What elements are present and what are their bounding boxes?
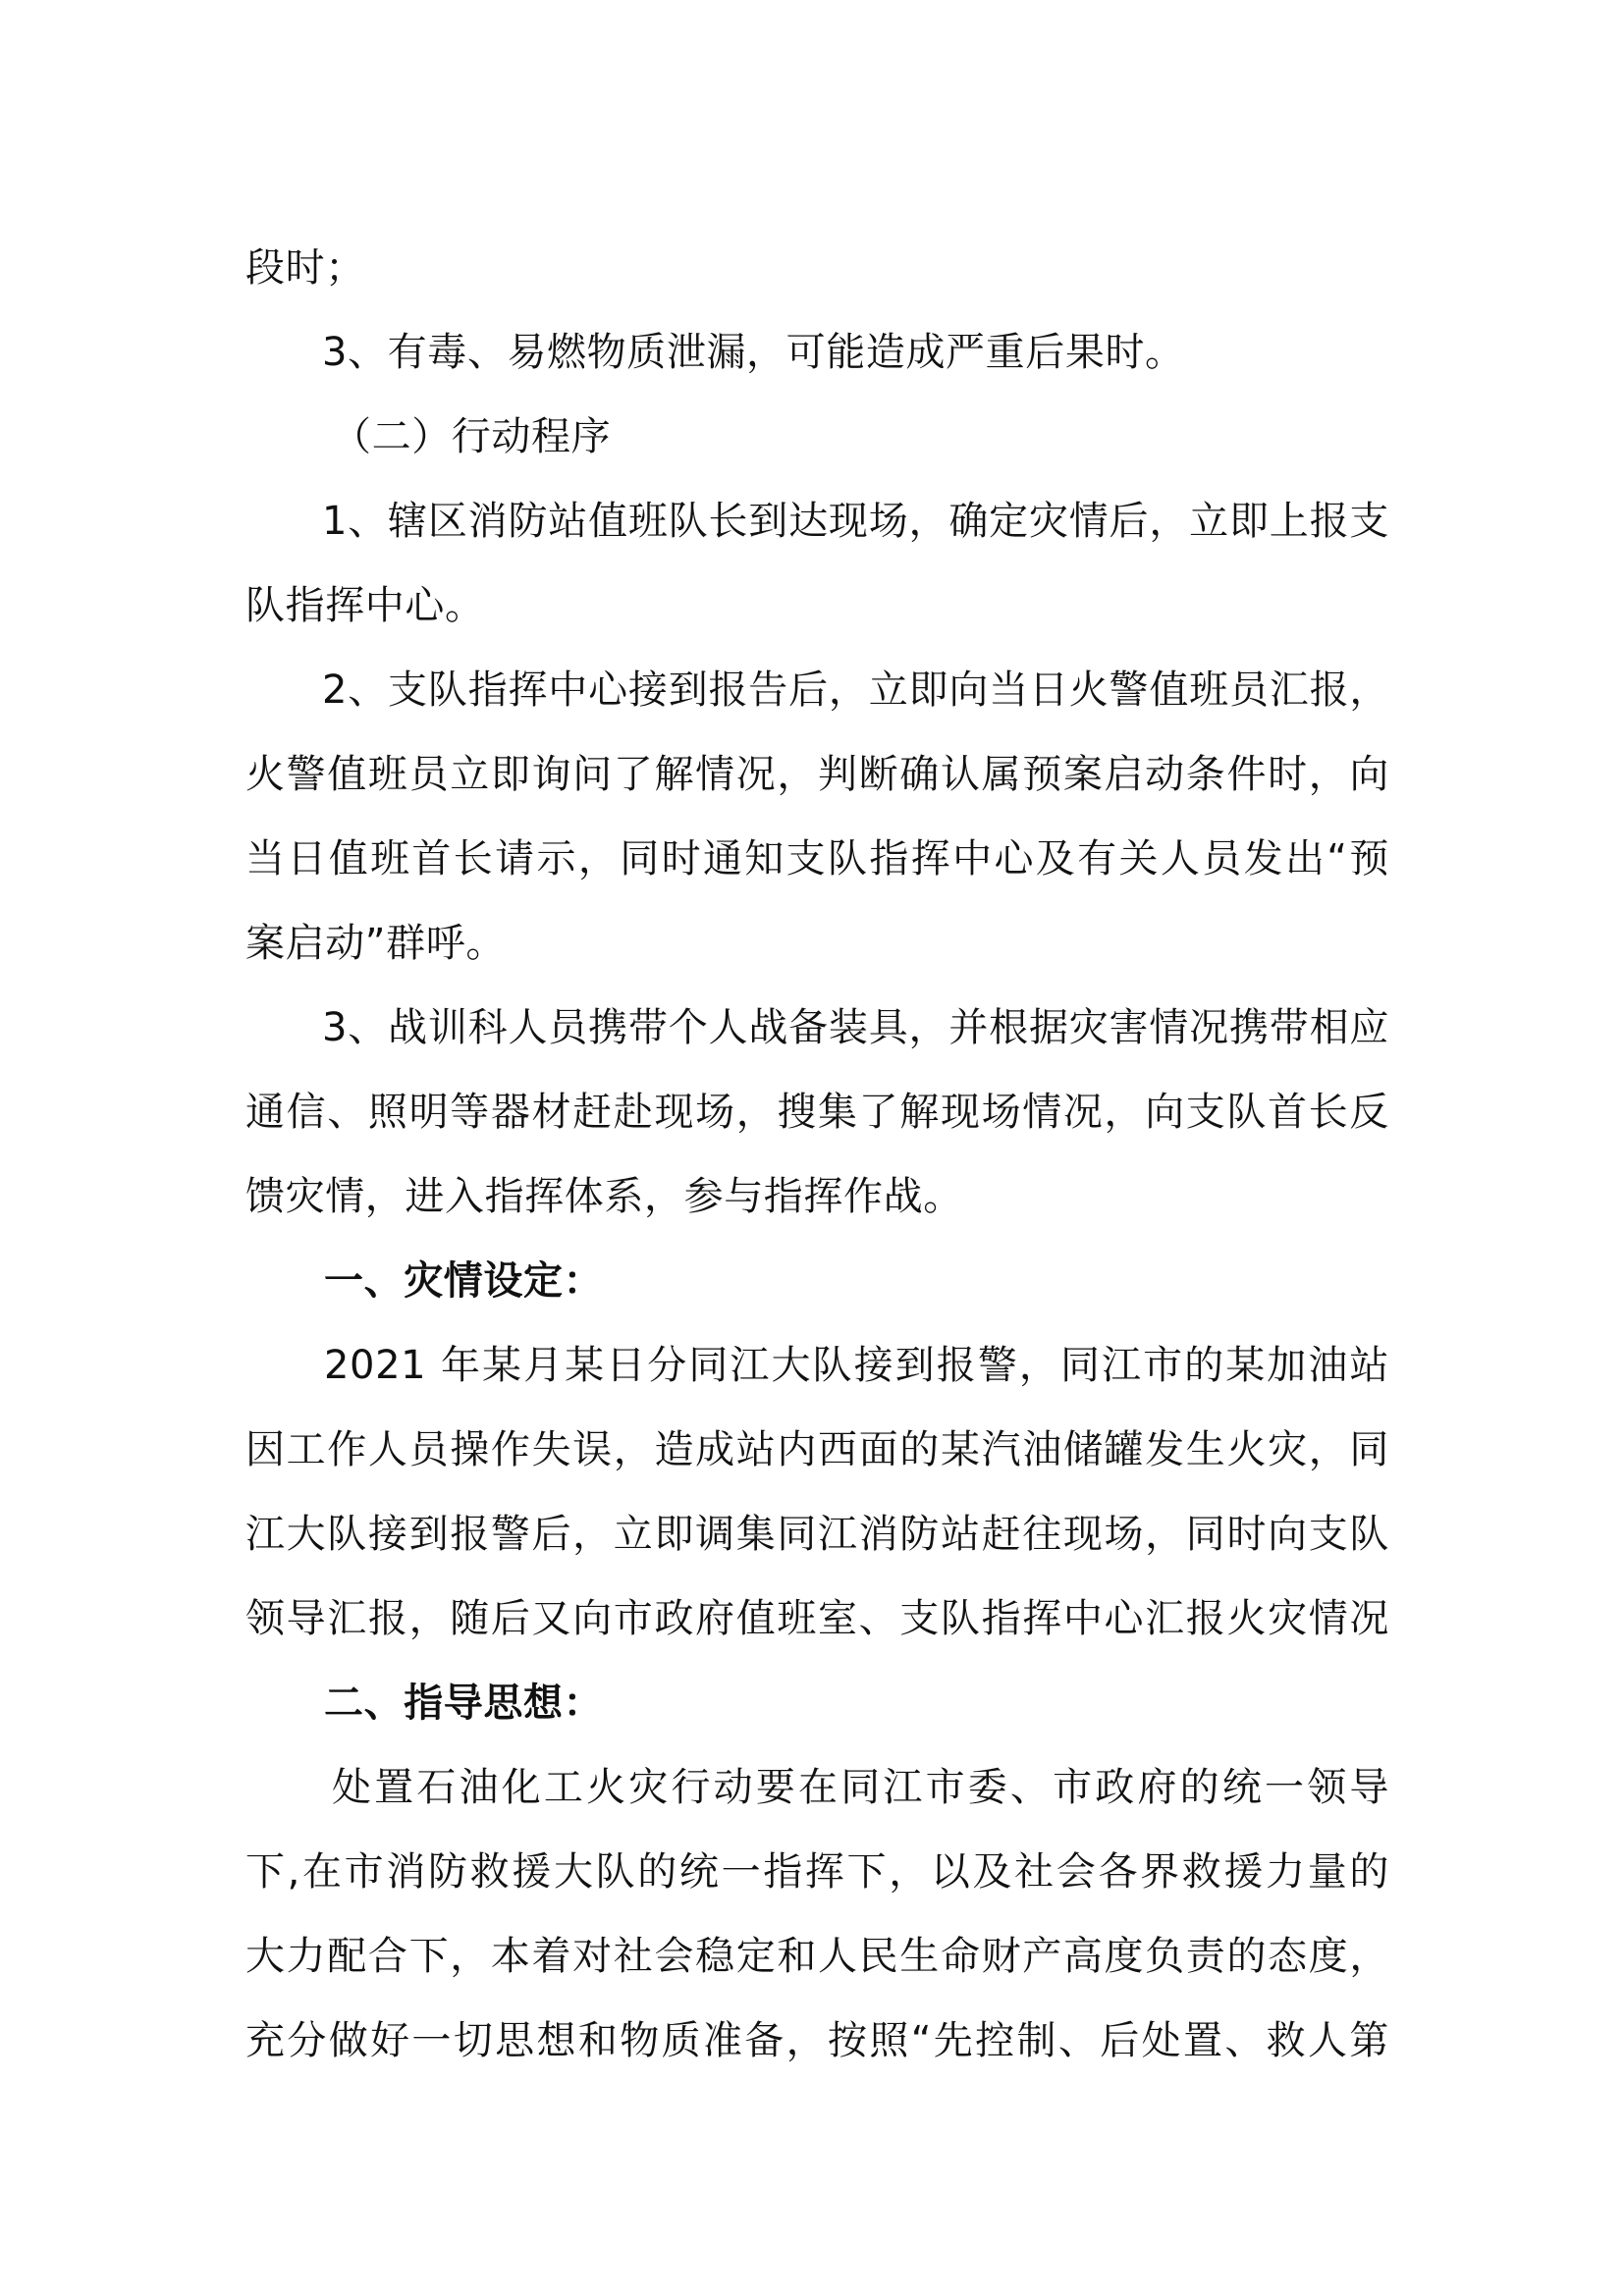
text-line: 2、支队指挥中心接到报告后，立即向当日火警值班员汇报，: [322, 667, 1389, 713]
text-line: 领导汇报，随后又向市政府值班室、支队指挥中心汇报火灾情况: [245, 1596, 1389, 1641]
section-heading: 二、指导思想：: [324, 1681, 604, 1726]
text-line: 2021 年某月某日分同江大队接到报警，同江市的某加油站: [324, 1343, 1389, 1388]
text-line: 3、战训科人员携带个人战备装具，并根据灾害情况携带相应: [322, 1005, 1389, 1050]
text-line: 馈灾情，进入指挥体系，参与指挥作战。: [245, 1174, 963, 1219]
text-line: 队指挥中心。: [245, 583, 485, 628]
text-line: 火警值班员立即询问了解情况，判断确认属预案启动条件时，向: [245, 752, 1389, 797]
text-line: 大力配合下，本着对社会稳定和人民生命财产高度负责的态度，: [245, 1934, 1389, 1979]
section-heading: 一、灾情设定：: [324, 1258, 604, 1304]
text-line: 通信、照明等器材赶赴现场，搜集了解现场情况，向支队首长反: [245, 1090, 1389, 1135]
text-line: 因工作人员操作失误，造成站内西面的某汽油储罐发生火灾，同: [245, 1427, 1389, 1472]
text-line: 下,在市消防救援大队的统一指挥下，以及社会各界救援力量的: [245, 1849, 1389, 1895]
text-line: 当日值班首长请示，同时通知支队指挥中心及有关人员发出“预: [245, 836, 1389, 881]
text-line: 3、有毒、易燃物质泄漏，可能造成严重后果时。: [322, 330, 1185, 375]
text-line: 案启动”群呼。: [245, 921, 506, 966]
text-line: 段时；: [245, 245, 365, 291]
text-line: 江大队接到报警后，立即调集同江消防站赶往现场，同时向支队: [245, 1512, 1389, 1557]
text-line: 充分做好一切思想和物质准备，按照“先控制、后处置、救人第: [245, 2018, 1389, 2063]
text-line: 处置石油化工火灾行动要在同江市委、市政府的统一领导: [332, 1765, 1389, 1810]
document-body: [245, 226, 1389, 2083]
section-subheading: （二）行动程序: [332, 414, 612, 459]
text-line: 1、辖区消防站值班队长到达现场，确定灾情后，立即上报支: [322, 499, 1389, 544]
